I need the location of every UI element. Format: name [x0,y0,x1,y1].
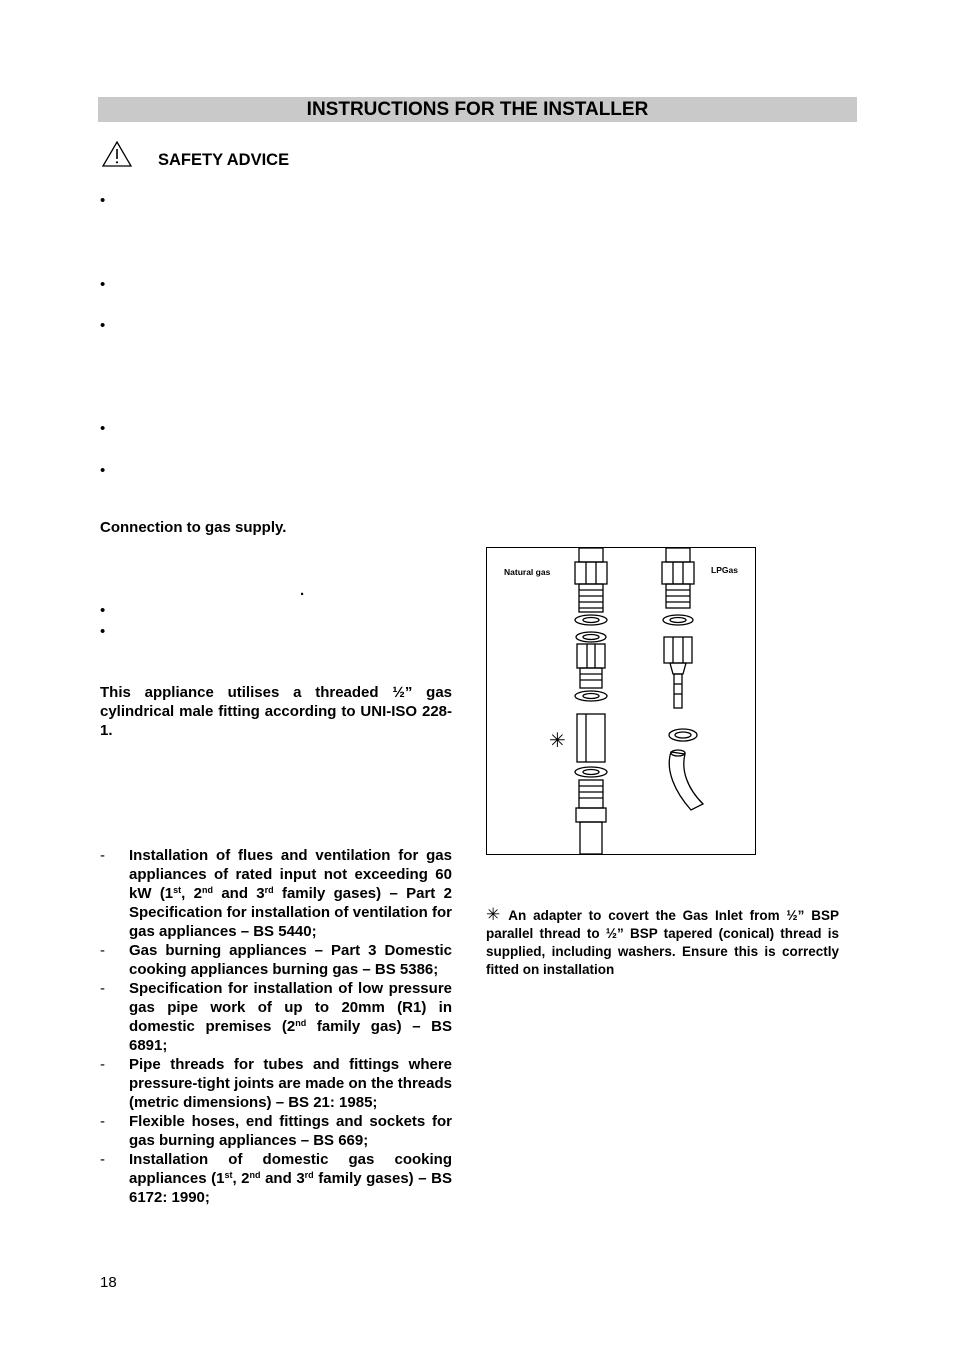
page-number: 18 [100,1274,117,1291]
safety-advice-title: SAFETY ADVICE [158,151,290,169]
list-bullet: • [100,623,106,640]
connection-heading: Connection to gas supply. [100,519,287,536]
standards-list [100,846,452,1207]
list-bullet: • [100,462,106,479]
list-bullet: • [100,317,106,334]
list-bullet: • [100,276,106,293]
stray-period: . [300,582,305,599]
list-item: - Installation of flues and ventilation for gas appliances of rated input not exceeding 60 kW (1st, 2nd and 3rd family gases) – Part 2 Specification for installation of ventilation for gas appliances – BS 5440; [100,847,452,940]
adapter-note [486,906,839,979]
fittings-drawing [487,548,755,854]
adapter-asterisk-icon: ✳ [486,905,501,924]
list-item: - Gas burning appliances – Part 3 Domestic cooking appliances burning gas – BS 5386; [100,942,452,978]
adapter-note-text: An adapter to covert the Gas Inlet from ½” BSP parallel thread to ½” BSP tapered (conical) thread is supplied, including washers. Ensure this is correctly fitted on installation [486,908,839,977]
list-item: - Pipe threads for tubes and fittings where pressure-tight joints are made on the threads (metric dimensions) – BS 21: 1985; [100,1056,452,1111]
lp-gas-label: LPGas [711,565,738,575]
list-bullet: • [100,420,106,437]
list-bullet: • [100,192,106,209]
natural-gas-label: Natural gas [504,567,551,577]
list-bullet: • [100,602,106,619]
list-item: - Specification for installation of low pressure gas pipe work of up to 20mm (R1) in domestic premises (2nd family gas) – BS 6891; [100,980,452,1054]
gas-fittings-figure [486,547,756,855]
adapter-asterisk: ✳ [549,730,566,752]
list-item: - Installation of domestic gas cooking appliances (1st, 2nd and 3rd family gases) – BS 6172: 1990; [100,1151,452,1206]
fitting-paragraph: This appliance utilises a threaded ½” gas cylindrical male fitting according to UNI-ISO 228-1. [100,684,452,739]
page-title: INSTRUCTIONS FOR THE INSTALLER [306,99,649,120]
list-item: - Flexible hoses, end fittings and sockets for gas burning appliances – BS 669; [100,1113,452,1149]
section-header [98,97,857,122]
warning-triangle-icon [101,140,133,168]
